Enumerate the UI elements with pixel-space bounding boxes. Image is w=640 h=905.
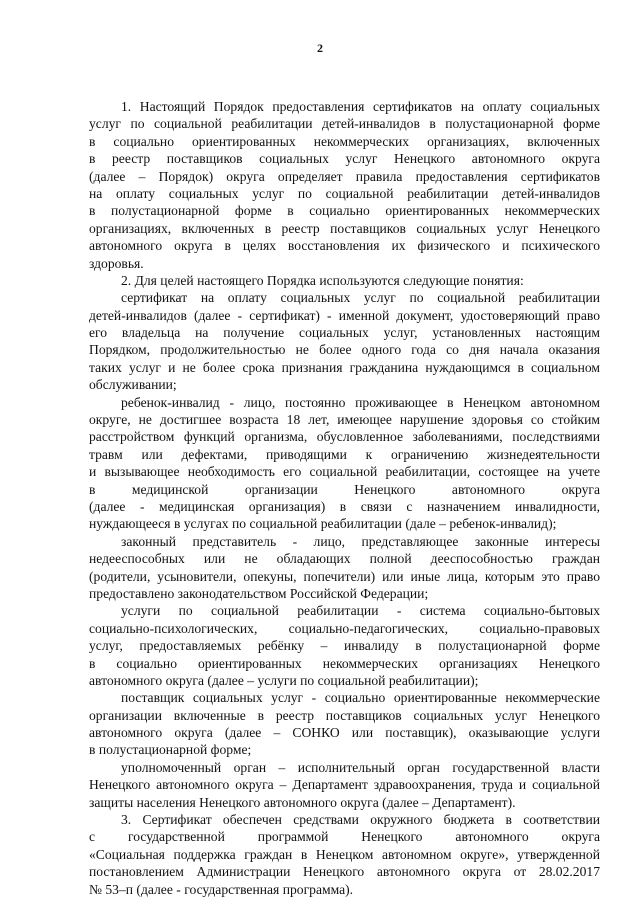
text-line: Порядком, продолжительностью не более одного года со дня начала оказания	[89, 342, 600, 358]
text-line: нуждающееся в услугах по социальной реабилитации (дале – ребенок-инвалид);	[89, 516, 557, 532]
text-line: постановлением Администрации Ненецкого автономного округа от 28.02.2017	[89, 864, 600, 880]
text-line: таких услуг и не более срока признания гражданина нуждающимся в социальном	[89, 359, 600, 375]
text-line: социально-психологических, социально-педагогических, социально-правовых	[89, 620, 600, 636]
text-line: в полустационарной форме в социально ориентированных некоммерческих	[89, 203, 600, 219]
text-line: в реестр поставщиков социальных услуг Ненецкого автономного округа	[89, 151, 600, 167]
text-line: ребенок-инвалид - лицо, постоянно проживающее в Ненецком автономном	[121, 394, 600, 410]
text-line: его владельца на получение социальных услуг, установленных настоящим	[89, 325, 600, 341]
text-line: детей-инвалидов (далее - сертификат) - именной документ, удостоверяющий право	[89, 307, 600, 323]
text-line: законный представитель - лицо, представляющее законные интересы	[121, 533, 600, 549]
text-line: поставщик социальных услуг - социально ориентированные некоммерческие	[121, 690, 600, 706]
document-body	[89, 98, 600, 898]
text-line: в социально ориентированных некоммерческих организациях, включенных	[89, 133, 600, 149]
text-line: автономного округа (далее – СОНКО или поставщик), оказывающие услуги	[89, 725, 600, 741]
text-line: организациях, включенных в реестр поставщиков социальных услуг Ненецкого	[89, 220, 600, 236]
text-line: в полустационарной форме;	[89, 742, 252, 758]
text-line: на оплату социальных услуг по социальной реабилитации детей-инвалидов	[89, 185, 600, 201]
text-line: (далее - медицинская организация) в связи с назначением инвалидности,	[89, 498, 600, 514]
text-line: Ненецкого автономного округа – Департамент здравоохранения, труда и социальной	[89, 777, 600, 793]
text-line: и вызывающее необходимость его социальной реабилитации, состоящее на учете	[89, 464, 600, 480]
text-line: округе, не достигшее возраста 18 лет, имеющее нарушение здоровья со стойким	[89, 412, 600, 428]
text-line: недееспособных или не обладающих полной дееспособностью граждан	[89, 551, 600, 567]
text-line: № 53–п (далее - государственная программа).	[89, 881, 354, 897]
page-number: 2	[317, 41, 323, 55]
text-line: организации включенные в реестр поставщиков социальных услуг Ненецкого	[89, 707, 600, 723]
text-line: с государственной программой Ненецкого автономного округа	[89, 829, 600, 845]
text-line: автономного округа в целях восстановления их физического и психического	[89, 238, 600, 254]
text-line: в медицинской организации Ненецкого автономного округа	[89, 481, 600, 497]
text-line: услуг, предоставляемых ребёнку – инвалиду в полустационарной форме	[89, 638, 600, 654]
text-line: уполномоченный орган – исполнительный орган государственной власти	[121, 759, 600, 775]
text-line: предоставлено законодательством Российской Федерации;	[89, 585, 429, 601]
text-line: 3. Сертификат обеспечен средствами окружного бюджета в соответствии	[121, 812, 600, 828]
text-line: расстройством функций организма, обусловленное заболеваниями, последствиями	[89, 429, 600, 445]
text-line: 1. Настоящий Порядок предоставления сертификатов на оплату социальных	[121, 99, 600, 114]
text-line: услуги по социальной реабилитации - система социально-бытовых	[121, 603, 600, 619]
text-line: травм или дефектами, приводящими к ограничению жизнедеятельности	[89, 446, 600, 462]
text-line: защиты населения Ненецкого автономного округа (далее – Департамент).	[89, 794, 516, 810]
text-line: 2. Для целей настоящего Порядка используются следующие понятия:	[121, 272, 524, 288]
text-line: услуг по социальной реабилитации детей-инвалидов в полустационарной форме	[89, 116, 600, 132]
text-line: (далее – Порядок) округа определяет правила предоставления сертификатов	[89, 168, 600, 184]
text-line: здоровья.	[89, 255, 144, 271]
text-line: обслуживании;	[89, 377, 177, 393]
text-line: сертификат на оплату социальных услуг по социальной реабилитации	[121, 290, 600, 306]
text-line: автономного округа (далее – услуги по социальной реабилитации);	[89, 672, 479, 688]
text-line: (родители, усыновители, опекуны, попечители) или иные лица, которым это право	[89, 568, 600, 584]
text-line: в социально ориентированных некоммерческих организациях Ненецкого	[89, 655, 600, 671]
text-line: «Социальная поддержка граждан в Ненецком автономном округе», утвержденной	[89, 846, 600, 862]
